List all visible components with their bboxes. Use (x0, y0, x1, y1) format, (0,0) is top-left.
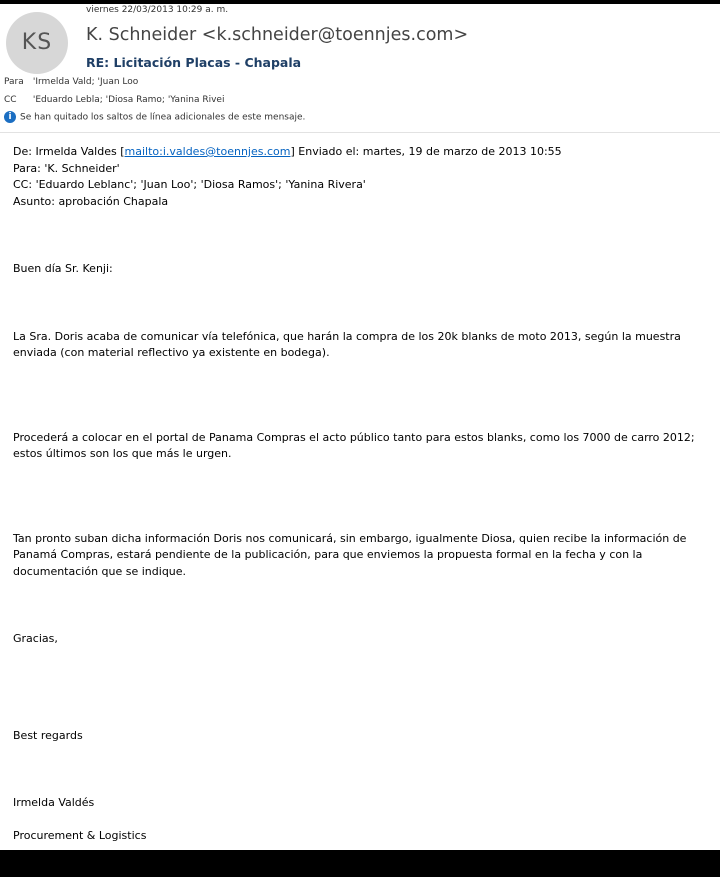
mailto-link[interactable]: mailto:i.valdes@toennjes.com (124, 145, 291, 158)
cc-label: CC (4, 95, 17, 105)
cc-recipients[interactable]: 'Eduardo Lebla; 'Diosa Ramo; 'Yanina Rivei (32, 95, 225, 105)
message-body (13, 144, 713, 877)
greeting: Buen día Sr. Kenji: (13, 262, 113, 275)
quoted-subject-line: Asunto: aprobación Chapala (13, 194, 169, 208)
avatar[interactable]: KS (6, 12, 68, 74)
info-bar[interactable] (4, 111, 305, 123)
to-row (4, 77, 143, 87)
signature-department: Procurement & Logistics (13, 828, 147, 842)
message-header (0, 4, 720, 132)
info-icon: i (4, 111, 16, 123)
email-reading-pane (0, 4, 720, 874)
signature-name: Irmelda Valdés (13, 796, 95, 809)
info-text: Se han quitado los saltos de línea adicionales de este mensaje. (20, 112, 306, 123)
quoted-cc-line: CC: 'Eduardo Leblanc'; 'Juan Loo'; 'Diosa Ramos'; 'Yanina Rivera' (13, 178, 366, 191)
sent-date: viernes 22/03/2013 10:29 a. m. (86, 5, 229, 15)
thanks: Gracias, (13, 632, 58, 645)
paragraph-1: La Sra. Doris acaba de comunicar vía telefónica, que harán la compra de los 20k blanks de moto 2013, según la muestra enviada (con material reflectivo ya existente en bodega). (13, 329, 681, 359)
quoted-from-prefix: De: Irmelda Valdes [ (13, 145, 125, 158)
quoted-from-suffix: ] Enviado el: martes, 19 de marzo de 2013 10:55 (290, 145, 562, 158)
to-label: Para (4, 77, 24, 87)
to-recipients[interactable]: 'Irmelda Vald; 'Juan Loo (32, 77, 139, 87)
regards: Best regards (13, 728, 83, 742)
quoted-from-line (13, 144, 713, 161)
signature-company: Tönnjes Group Latin America (13, 861, 172, 874)
header-divider (0, 132, 720, 133)
paragraph-2: Procederá a colocar en el portal de Panama Compras el acto público tanto para estos blanks, como los 7000 de carro 2012; estos últimos son los que más le urgen. (13, 430, 695, 460)
sender-name[interactable]: K. Schneider <k.schneider@toennjes.com> (86, 25, 469, 45)
paragraph-3: Tan pronto suban dicha información Doris nos comunicará, sin embargo, igualmente Diosa, quien recibe la información de Panamá Compras, estará pendiente de la publicación, para que enviemos la propuesta formal en la fecha y con la documentación que se indique. (13, 531, 687, 578)
cc-row (4, 95, 225, 105)
quoted-to-line: Para: 'K. Schneider' (13, 161, 120, 175)
message-subject: RE: Licitación Placas - Chapala (86, 55, 302, 70)
